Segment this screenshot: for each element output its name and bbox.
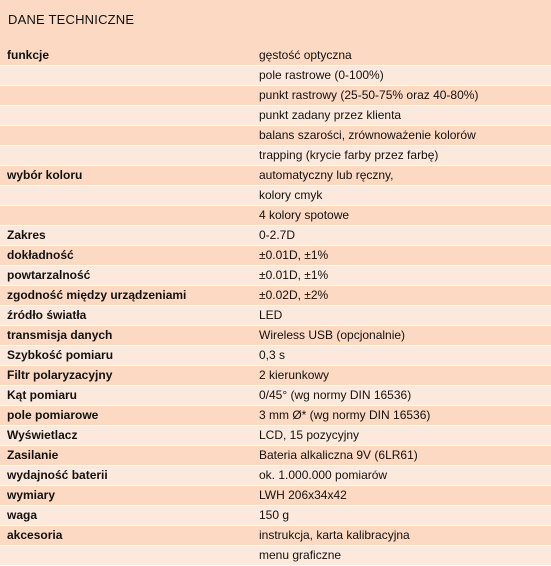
spec-value: ±0.02D, ±2% bbox=[250, 286, 551, 306]
table-row bbox=[0, 246, 551, 266]
table-row bbox=[0, 366, 551, 386]
spec-value: gęstość optyczna bbox=[250, 46, 551, 66]
spec-value: pole rastrowe (0-100%) bbox=[250, 66, 551, 86]
spec-label bbox=[0, 126, 250, 146]
table-row bbox=[0, 146, 551, 166]
spec-value: trapping (krycie farby przez farbę) bbox=[250, 146, 551, 166]
table-row bbox=[0, 506, 551, 526]
spec-value: 150 g bbox=[250, 506, 551, 526]
table-row bbox=[0, 386, 551, 406]
table-row bbox=[0, 106, 551, 126]
spec-value: kolory cmyk bbox=[250, 186, 551, 206]
table-row bbox=[0, 466, 551, 486]
spec-label bbox=[0, 206, 250, 226]
spec-label: funkcje bbox=[0, 46, 250, 66]
spec-label: dokładność bbox=[0, 246, 250, 266]
table-row bbox=[0, 526, 551, 546]
spec-value: 0,3 s bbox=[250, 346, 551, 366]
spec-value: instrukcja, karta kalibracyjna bbox=[250, 526, 551, 546]
spec-value: 3 mm Ø* (wg normy DIN 16536) bbox=[250, 406, 551, 426]
table-row bbox=[0, 266, 551, 286]
table-row bbox=[0, 226, 551, 246]
table-row bbox=[0, 326, 551, 346]
table-row bbox=[0, 486, 551, 506]
spec-value: ±0.01D, ±1% bbox=[250, 246, 551, 266]
table-row bbox=[0, 346, 551, 366]
spec-label bbox=[0, 86, 250, 106]
table-row bbox=[0, 406, 551, 426]
spec-value: LED bbox=[250, 306, 551, 326]
spec-value: 2 kierunkowy bbox=[250, 366, 551, 386]
spec-label bbox=[0, 106, 250, 126]
spec-value: 0/45° (wg normy DIN 16536) bbox=[250, 386, 551, 406]
spec-value: Wireless USB (opcjonalnie) bbox=[250, 326, 551, 346]
table-row bbox=[0, 126, 551, 146]
spec-label bbox=[0, 186, 250, 206]
spec-value: menu graficzne bbox=[250, 546, 551, 566]
spec-label bbox=[0, 66, 250, 86]
spec-value: balans szarości, zrównoważenie kolorów bbox=[250, 126, 551, 146]
spec-label: Zakres bbox=[0, 226, 250, 246]
section-title: DANE TECHNICZNE bbox=[0, 0, 551, 38]
spec-value: LWH 206x34x42 bbox=[250, 486, 551, 506]
spec-value: punkt zadany przez klienta bbox=[250, 106, 551, 126]
table-row bbox=[0, 86, 551, 106]
table-row bbox=[0, 306, 551, 326]
spec-label: wybór koloru bbox=[0, 166, 250, 186]
table-row bbox=[0, 426, 551, 446]
spec-label: powtarzalność bbox=[0, 266, 250, 286]
spec-label bbox=[0, 546, 250, 566]
spec-label: Szybkość pomiaru bbox=[0, 346, 250, 366]
spec-table-body bbox=[0, 46, 551, 566]
table-row bbox=[0, 546, 551, 566]
header-spacer bbox=[0, 38, 551, 46]
spec-label: wymiary bbox=[0, 486, 250, 506]
spec-value: 0-2.7D bbox=[250, 226, 551, 246]
spec-label: transmisja danych bbox=[0, 326, 250, 346]
spec-value: 4 kolory spotowe bbox=[250, 206, 551, 226]
spec-label: Wyświetlacz bbox=[0, 426, 250, 446]
spec-value: punkt rastrowy (25-50-75% oraz 40-80%) bbox=[250, 86, 551, 106]
table-row bbox=[0, 46, 551, 66]
spec-value: Bateria alkaliczna 9V (6LR61) bbox=[250, 446, 551, 466]
spec-label: źródło światła bbox=[0, 306, 250, 326]
spec-table bbox=[0, 46, 551, 566]
table-row bbox=[0, 206, 551, 226]
spec-label: Kąt pomiaru bbox=[0, 386, 250, 406]
spec-value: automatyczny lub ręczny, bbox=[250, 166, 551, 186]
spec-label: akcesoria bbox=[0, 526, 250, 546]
spec-label: Zasilanie bbox=[0, 446, 250, 466]
spec-value: ok. 1.000.000 pomiarów bbox=[250, 466, 551, 486]
table-row bbox=[0, 166, 551, 186]
table-row bbox=[0, 286, 551, 306]
spec-label: wydajność baterii bbox=[0, 466, 250, 486]
spec-value: ±0.01D, ±1% bbox=[250, 266, 551, 286]
table-row bbox=[0, 186, 551, 206]
table-row bbox=[0, 446, 551, 466]
spec-label: waga bbox=[0, 506, 250, 526]
table-row bbox=[0, 66, 551, 86]
spec-label bbox=[0, 146, 250, 166]
spec-label: pole pomiarowe bbox=[0, 406, 250, 426]
spec-label: zgodność między urządzeniami bbox=[0, 286, 250, 306]
spec-label: Filtr polaryzacyjny bbox=[0, 366, 250, 386]
spec-value: LCD, 15 pozycyjny bbox=[250, 426, 551, 446]
